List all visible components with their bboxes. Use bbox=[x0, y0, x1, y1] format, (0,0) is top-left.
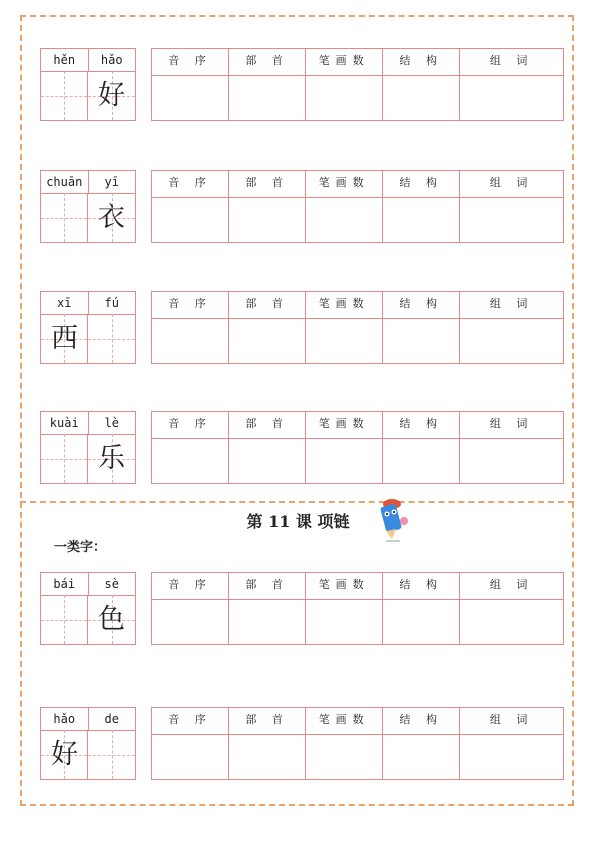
character-row bbox=[40, 291, 564, 364]
column-header: 组 词 bbox=[460, 292, 563, 319]
info-column bbox=[229, 708, 306, 779]
pinyin-cell: kuài bbox=[41, 412, 89, 434]
hanzi-character: 衣 bbox=[98, 202, 125, 233]
lesson-title: 第 11 课 项链 bbox=[246, 512, 350, 531]
answer-cell[interactable] bbox=[383, 319, 459, 363]
character-row bbox=[40, 48, 564, 121]
info-column bbox=[460, 171, 563, 242]
category-label: 一类字： bbox=[54, 540, 107, 555]
hanzi-character: 色 bbox=[98, 604, 125, 635]
answer-cell[interactable] bbox=[229, 600, 305, 644]
pinyin-cell: xī bbox=[41, 292, 89, 314]
answer-cell[interactable] bbox=[229, 439, 305, 483]
answer-cell[interactable] bbox=[460, 319, 563, 363]
answer-cell[interactable] bbox=[460, 600, 563, 644]
info-column bbox=[306, 412, 383, 483]
writing-cell[interactable] bbox=[88, 71, 135, 120]
info-column bbox=[306, 708, 383, 779]
answer-cell[interactable] bbox=[306, 600, 382, 644]
writing-cell[interactable] bbox=[88, 193, 135, 242]
info-column bbox=[229, 171, 306, 242]
pinyin-row bbox=[41, 292, 135, 315]
column-header: 笔画数 bbox=[306, 412, 382, 439]
column-header: 组 词 bbox=[460, 708, 563, 735]
pinyin-row bbox=[41, 412, 135, 435]
answer-cell[interactable] bbox=[229, 319, 305, 363]
hanzi-character: 西 bbox=[51, 323, 78, 354]
info-table bbox=[151, 572, 564, 645]
column-header: 结 构 bbox=[383, 49, 459, 76]
column-header: 组 词 bbox=[460, 49, 563, 76]
writing-cell[interactable] bbox=[88, 314, 135, 363]
info-table bbox=[151, 411, 564, 484]
info-table bbox=[151, 48, 564, 121]
tian-grid bbox=[41, 71, 135, 120]
tian-grid bbox=[41, 595, 135, 644]
answer-cell[interactable] bbox=[460, 76, 563, 120]
answer-cell[interactable] bbox=[383, 198, 459, 242]
column-header: 结 构 bbox=[383, 412, 459, 439]
pinyin-cell: de bbox=[104, 712, 119, 726]
info-column bbox=[152, 292, 229, 363]
answer-cell[interactable] bbox=[460, 198, 563, 242]
answer-cell[interactable] bbox=[229, 76, 305, 120]
pinyin-row bbox=[41, 708, 135, 731]
writing-cell[interactable] bbox=[88, 730, 135, 779]
info-column bbox=[383, 49, 460, 120]
character-row bbox=[40, 707, 564, 780]
column-header: 笔画数 bbox=[306, 573, 382, 600]
tian-grid bbox=[41, 730, 135, 779]
column-header: 结 构 bbox=[383, 171, 459, 198]
column-header: 部 首 bbox=[229, 292, 305, 319]
writing-cell[interactable] bbox=[41, 595, 88, 644]
info-column bbox=[460, 49, 563, 120]
info-column bbox=[229, 49, 306, 120]
info-column bbox=[460, 412, 563, 483]
answer-cell[interactable] bbox=[306, 198, 382, 242]
answer-cell[interactable] bbox=[306, 319, 382, 363]
pinyin-cell: hǎo bbox=[41, 708, 89, 730]
hanzi-character bbox=[41, 434, 88, 483]
character-box bbox=[40, 572, 136, 645]
writing-cell[interactable] bbox=[41, 434, 88, 483]
column-header: 组 词 bbox=[460, 412, 563, 439]
answer-cell[interactable] bbox=[152, 198, 228, 242]
writing-cell[interactable] bbox=[41, 730, 88, 779]
answer-cell[interactable] bbox=[460, 735, 563, 779]
answer-cell[interactable] bbox=[152, 76, 228, 120]
info-column bbox=[460, 708, 563, 779]
pinyin-cell: hěn bbox=[41, 49, 89, 71]
answer-cell[interactable] bbox=[306, 439, 382, 483]
info-table bbox=[151, 291, 564, 364]
writing-cell[interactable] bbox=[41, 314, 88, 363]
info-column bbox=[383, 412, 460, 483]
info-column bbox=[306, 573, 383, 644]
info-column bbox=[383, 171, 460, 242]
info-column bbox=[383, 708, 460, 779]
column-header: 笔画数 bbox=[306, 49, 382, 76]
info-column bbox=[229, 292, 306, 363]
hanzi-character bbox=[88, 730, 135, 779]
answer-cell[interactable] bbox=[306, 735, 382, 779]
info-column bbox=[306, 171, 383, 242]
writing-cell[interactable] bbox=[41, 71, 88, 120]
column-header: 部 首 bbox=[229, 573, 305, 600]
info-column bbox=[460, 573, 563, 644]
column-header: 音 序 bbox=[152, 708, 228, 735]
column-header: 部 首 bbox=[229, 49, 305, 76]
hanzi-character bbox=[41, 193, 88, 242]
tian-grid bbox=[41, 314, 135, 363]
pinyin-cell: lè bbox=[104, 416, 119, 430]
section-divider bbox=[20, 501, 574, 503]
hanzi-character: 好 bbox=[98, 80, 125, 111]
pencil-mascot-icon bbox=[372, 497, 412, 543]
answer-cell[interactable] bbox=[383, 600, 459, 644]
answer-cell[interactable] bbox=[152, 735, 228, 779]
character-box bbox=[40, 411, 136, 484]
answer-cell[interactable] bbox=[152, 319, 228, 363]
info-column bbox=[152, 412, 229, 483]
column-header: 部 首 bbox=[229, 412, 305, 439]
info-column bbox=[383, 573, 460, 644]
column-header: 笔画数 bbox=[306, 708, 382, 735]
character-box bbox=[40, 707, 136, 780]
hanzi-character bbox=[88, 314, 135, 363]
answer-cell[interactable] bbox=[460, 439, 563, 483]
info-column bbox=[152, 573, 229, 644]
info-column bbox=[229, 412, 306, 483]
pinyin-cell: chuān bbox=[41, 171, 89, 193]
pinyin-cell: fú bbox=[104, 296, 119, 310]
column-header: 音 序 bbox=[152, 49, 228, 76]
column-header: 音 序 bbox=[152, 573, 228, 600]
info-column bbox=[152, 49, 229, 120]
tian-grid bbox=[41, 193, 135, 242]
character-row bbox=[40, 411, 564, 484]
answer-cell[interactable] bbox=[383, 735, 459, 779]
column-header: 结 构 bbox=[383, 708, 459, 735]
hanzi-character: 好 bbox=[51, 739, 78, 770]
answer-cell[interactable] bbox=[229, 198, 305, 242]
info-column bbox=[152, 171, 229, 242]
info-column bbox=[229, 573, 306, 644]
column-header: 部 首 bbox=[229, 171, 305, 198]
character-row bbox=[40, 572, 564, 645]
info-column bbox=[306, 49, 383, 120]
answer-cell[interactable] bbox=[229, 735, 305, 779]
tian-grid bbox=[41, 434, 135, 483]
column-header: 组 词 bbox=[460, 573, 563, 600]
column-header: 笔画数 bbox=[306, 292, 382, 319]
column-header: 笔画数 bbox=[306, 171, 382, 198]
answer-cell[interactable] bbox=[383, 76, 459, 120]
character-row bbox=[40, 170, 564, 243]
column-header: 结 构 bbox=[383, 573, 459, 600]
pinyin-cell: bái bbox=[41, 573, 89, 595]
character-box bbox=[40, 48, 136, 121]
character-box bbox=[40, 170, 136, 243]
writing-cell[interactable] bbox=[41, 193, 88, 242]
pinyin-row bbox=[41, 49, 135, 72]
column-header: 组 词 bbox=[460, 171, 563, 198]
answer-cell[interactable] bbox=[306, 76, 382, 120]
answer-cell[interactable] bbox=[152, 600, 228, 644]
hanzi-character bbox=[41, 71, 88, 120]
writing-cell[interactable] bbox=[88, 595, 135, 644]
column-header: 音 序 bbox=[152, 412, 228, 439]
pinyin-cell: yī bbox=[104, 175, 119, 189]
writing-cell[interactable] bbox=[88, 434, 135, 483]
column-header: 音 序 bbox=[152, 292, 228, 319]
pinyin-row bbox=[41, 573, 135, 596]
hanzi-character bbox=[41, 595, 88, 644]
column-header: 结 构 bbox=[383, 292, 459, 319]
info-column bbox=[152, 708, 229, 779]
info-column bbox=[460, 292, 563, 363]
info-column bbox=[306, 292, 383, 363]
pinyin-cell: sè bbox=[104, 577, 119, 591]
pinyin-cell: hǎo bbox=[100, 53, 123, 67]
info-column bbox=[383, 292, 460, 363]
hanzi-character: 乐 bbox=[98, 443, 125, 474]
info-table bbox=[151, 707, 564, 780]
column-header: 部 首 bbox=[229, 708, 305, 735]
column-header: 音 序 bbox=[152, 171, 228, 198]
answer-cell[interactable] bbox=[152, 439, 228, 483]
pinyin-row bbox=[41, 171, 135, 194]
info-table bbox=[151, 170, 564, 243]
character-box bbox=[40, 291, 136, 364]
answer-cell[interactable] bbox=[383, 439, 459, 483]
